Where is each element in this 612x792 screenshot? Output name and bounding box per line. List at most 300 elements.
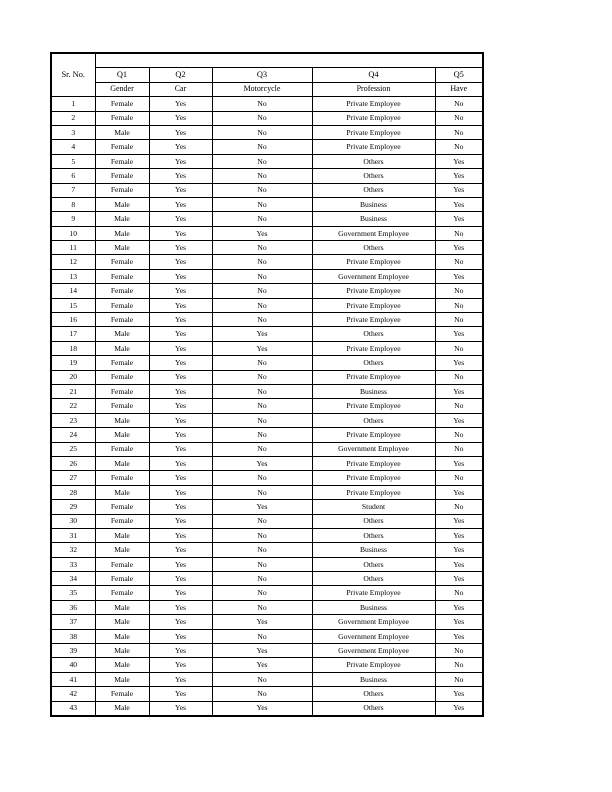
cell-motorcycle: No	[212, 557, 312, 571]
cell-gender: Male	[95, 197, 149, 211]
cell-profession: Others	[312, 687, 435, 701]
cell-car: Yes	[149, 226, 212, 240]
cell-sr-no: 5	[51, 154, 95, 168]
cell-have: Yes	[435, 356, 483, 370]
cell-sr-no: 6	[51, 169, 95, 183]
cell-car: Yes	[149, 485, 212, 499]
header-q3-code: Q3	[212, 68, 312, 82]
cell-have: Yes	[435, 212, 483, 226]
cell-car: Yes	[149, 644, 212, 658]
cell-sr-no: 11	[51, 241, 95, 255]
cell-gender: Male	[95, 672, 149, 686]
table-row	[51, 428, 483, 442]
cell-motorcycle: Yes	[212, 615, 312, 629]
table-row	[51, 442, 483, 456]
cell-gender: Male	[95, 125, 149, 139]
cell-sr-no: 32	[51, 543, 95, 557]
cell-have: No	[435, 500, 483, 514]
cell-profession: Private Employee	[312, 586, 435, 600]
cell-sr-no: 4	[51, 140, 95, 154]
cell-car: Yes	[149, 456, 212, 470]
table-row	[51, 255, 483, 269]
table-row	[51, 644, 483, 658]
table-row	[51, 370, 483, 384]
cell-car: Yes	[149, 341, 212, 355]
header-row-question-names	[51, 82, 483, 96]
cell-sr-no: 36	[51, 600, 95, 614]
cell-motorcycle: No	[212, 313, 312, 327]
survey-table-container	[50, 52, 484, 717]
cell-car: Yes	[149, 183, 212, 197]
cell-motorcycle: Yes	[212, 327, 312, 341]
cell-motorcycle: No	[212, 586, 312, 600]
cell-gender: Male	[95, 226, 149, 240]
cell-motorcycle: Yes	[212, 500, 312, 514]
header-q5-code: Q5	[435, 68, 483, 82]
cell-motorcycle: No	[212, 197, 312, 211]
cell-car: Yes	[149, 514, 212, 528]
table-row	[51, 241, 483, 255]
cell-gender: Male	[95, 413, 149, 427]
cell-gender: Female	[95, 356, 149, 370]
cell-have: Yes	[435, 485, 483, 499]
cell-sr-no: 43	[51, 701, 95, 716]
cell-motorcycle: Yes	[212, 701, 312, 716]
cell-car: Yes	[149, 241, 212, 255]
cell-profession: Others	[312, 356, 435, 370]
cell-sr-no: 40	[51, 658, 95, 672]
cell-have: Yes	[435, 543, 483, 557]
cell-have: No	[435, 471, 483, 485]
cell-have: No	[435, 255, 483, 269]
cell-have: No	[435, 313, 483, 327]
cell-profession: Others	[312, 413, 435, 427]
cell-sr-no: 9	[51, 212, 95, 226]
header-have: Have	[435, 82, 483, 96]
cell-motorcycle: No	[212, 442, 312, 456]
cell-profession: Private Employee	[312, 471, 435, 485]
cell-have: Yes	[435, 600, 483, 614]
cell-car: Yes	[149, 600, 212, 614]
cell-gender: Male	[95, 212, 149, 226]
cell-motorcycle: No	[212, 298, 312, 312]
cell-profession: Private Employee	[312, 456, 435, 470]
cell-car: Yes	[149, 658, 212, 672]
cell-profession: Government Employee	[312, 226, 435, 240]
cell-sr-no: 19	[51, 356, 95, 370]
header-blank-span	[95, 53, 483, 68]
table-row	[51, 557, 483, 571]
cell-have: Yes	[435, 456, 483, 470]
cell-motorcycle: No	[212, 154, 312, 168]
cell-gender: Male	[95, 543, 149, 557]
table-row	[51, 543, 483, 557]
header-row-title	[51, 53, 483, 68]
cell-sr-no: 17	[51, 327, 95, 341]
cell-car: Yes	[149, 428, 212, 442]
table-row	[51, 413, 483, 427]
cell-motorcycle: No	[212, 370, 312, 384]
cell-sr-no: 18	[51, 341, 95, 355]
cell-sr-no: 1	[51, 97, 95, 111]
cell-motorcycle: No	[212, 600, 312, 614]
table-row	[51, 528, 483, 542]
cell-motorcycle: Yes	[212, 644, 312, 658]
cell-motorcycle: No	[212, 140, 312, 154]
cell-gender: Female	[95, 687, 149, 701]
cell-profession: Private Employee	[312, 428, 435, 442]
cell-car: Yes	[149, 615, 212, 629]
cell-sr-no: 2	[51, 111, 95, 125]
table-row	[51, 701, 483, 716]
cell-sr-no: 12	[51, 255, 95, 269]
cell-gender: Male	[95, 701, 149, 716]
cell-gender: Female	[95, 97, 149, 111]
cell-profession: Others	[312, 528, 435, 542]
table-row	[51, 169, 483, 183]
cell-gender: Female	[95, 514, 149, 528]
cell-car: Yes	[149, 399, 212, 413]
cell-gender: Male	[95, 241, 149, 255]
cell-sr-no: 27	[51, 471, 95, 485]
header-sr-no: Sr. No.	[51, 53, 95, 97]
cell-car: Yes	[149, 212, 212, 226]
cell-car: Yes	[149, 255, 212, 269]
cell-profession: Private Employee	[312, 658, 435, 672]
cell-profession: Private Employee	[312, 97, 435, 111]
table-row	[51, 97, 483, 111]
cell-car: Yes	[149, 701, 212, 716]
cell-motorcycle: No	[212, 629, 312, 643]
cell-sr-no: 28	[51, 485, 95, 499]
cell-motorcycle: No	[212, 543, 312, 557]
cell-profession: Private Employee	[312, 140, 435, 154]
cell-have: No	[435, 125, 483, 139]
cell-have: Yes	[435, 269, 483, 283]
cell-have: Yes	[435, 169, 483, 183]
cell-have: Yes	[435, 197, 483, 211]
header-q1-code: Q1	[95, 68, 149, 82]
cell-gender: Female	[95, 471, 149, 485]
table-row	[51, 183, 483, 197]
cell-profession: Others	[312, 327, 435, 341]
table-row	[51, 615, 483, 629]
cell-motorcycle: No	[212, 241, 312, 255]
cell-gender: Male	[95, 644, 149, 658]
cell-sr-no: 14	[51, 284, 95, 298]
cell-sr-no: 25	[51, 442, 95, 456]
cell-gender: Female	[95, 442, 149, 456]
cell-sr-no: 35	[51, 586, 95, 600]
cell-gender: Male	[95, 428, 149, 442]
cell-car: Yes	[149, 687, 212, 701]
cell-car: Yes	[149, 140, 212, 154]
table-row	[51, 572, 483, 586]
cell-gender: Female	[95, 399, 149, 413]
table-row	[51, 197, 483, 211]
cell-have: Yes	[435, 384, 483, 398]
cell-sr-no: 24	[51, 428, 95, 442]
cell-car: Yes	[149, 356, 212, 370]
cell-profession: Others	[312, 169, 435, 183]
cell-profession: Private Employee	[312, 111, 435, 125]
table-row	[51, 629, 483, 643]
cell-car: Yes	[149, 111, 212, 125]
cell-profession: Private Employee	[312, 399, 435, 413]
cell-sr-no: 16	[51, 313, 95, 327]
table-row	[51, 384, 483, 398]
cell-motorcycle: No	[212, 428, 312, 442]
cell-profession: Government Employee	[312, 269, 435, 283]
header-gender: Gender	[95, 82, 149, 96]
cell-motorcycle: No	[212, 471, 312, 485]
cell-car: Yes	[149, 572, 212, 586]
cell-profession: Private Employee	[312, 313, 435, 327]
cell-sr-no: 3	[51, 125, 95, 139]
cell-sr-no: 26	[51, 456, 95, 470]
cell-profession: Private Employee	[312, 370, 435, 384]
cell-car: Yes	[149, 557, 212, 571]
cell-profession: Private Employee	[312, 485, 435, 499]
cell-motorcycle: No	[212, 284, 312, 298]
cell-profession: Private Employee	[312, 125, 435, 139]
cell-profession: Others	[312, 183, 435, 197]
table-row	[51, 313, 483, 327]
cell-gender: Female	[95, 111, 149, 125]
cell-have: Yes	[435, 701, 483, 716]
cell-have: No	[435, 428, 483, 442]
table-row	[51, 298, 483, 312]
cell-sr-no: 15	[51, 298, 95, 312]
table-row	[51, 327, 483, 341]
cell-motorcycle: Yes	[212, 341, 312, 355]
table-row	[51, 154, 483, 168]
cell-car: Yes	[149, 384, 212, 398]
cell-have: Yes	[435, 629, 483, 643]
table-row	[51, 356, 483, 370]
cell-have: Yes	[435, 557, 483, 571]
cell-car: Yes	[149, 197, 212, 211]
cell-sr-no: 30	[51, 514, 95, 528]
cell-have: No	[435, 442, 483, 456]
cell-sr-no: 22	[51, 399, 95, 413]
cell-profession: Private Employee	[312, 284, 435, 298]
table-row	[51, 341, 483, 355]
header-q4-code: Q4	[312, 68, 435, 82]
cell-motorcycle: No	[212, 672, 312, 686]
cell-gender: Female	[95, 269, 149, 283]
cell-car: Yes	[149, 586, 212, 600]
cell-profession: Government Employee	[312, 644, 435, 658]
cell-have: Yes	[435, 687, 483, 701]
cell-profession: Government Employee	[312, 615, 435, 629]
cell-car: Yes	[149, 97, 212, 111]
cell-gender: Female	[95, 557, 149, 571]
cell-gender: Male	[95, 600, 149, 614]
cell-motorcycle: Yes	[212, 658, 312, 672]
cell-car: Yes	[149, 169, 212, 183]
cell-gender: Female	[95, 313, 149, 327]
cell-sr-no: 33	[51, 557, 95, 571]
cell-sr-no: 21	[51, 384, 95, 398]
cell-car: Yes	[149, 313, 212, 327]
cell-sr-no: 31	[51, 528, 95, 542]
cell-motorcycle: No	[212, 384, 312, 398]
table-row	[51, 471, 483, 485]
cell-gender: Female	[95, 183, 149, 197]
cell-car: Yes	[149, 298, 212, 312]
cell-sr-no: 41	[51, 672, 95, 686]
table-row	[51, 586, 483, 600]
cell-gender: Male	[95, 327, 149, 341]
cell-profession: Private Employee	[312, 298, 435, 312]
table-header	[51, 53, 483, 97]
cell-car: Yes	[149, 629, 212, 643]
cell-gender: Female	[95, 586, 149, 600]
cell-profession: Business	[312, 384, 435, 398]
table-row	[51, 140, 483, 154]
cell-have: No	[435, 140, 483, 154]
cell-motorcycle: No	[212, 399, 312, 413]
cell-car: Yes	[149, 154, 212, 168]
cell-sr-no: 37	[51, 615, 95, 629]
cell-motorcycle: No	[212, 687, 312, 701]
cell-motorcycle: No	[212, 97, 312, 111]
cell-motorcycle: No	[212, 183, 312, 197]
cell-car: Yes	[149, 471, 212, 485]
cell-motorcycle: Yes	[212, 226, 312, 240]
table-row	[51, 111, 483, 125]
cell-have: No	[435, 111, 483, 125]
table-row	[51, 672, 483, 686]
cell-have: Yes	[435, 154, 483, 168]
cell-gender: Female	[95, 370, 149, 384]
survey-response-table	[50, 52, 484, 717]
cell-gender: Female	[95, 255, 149, 269]
cell-have: No	[435, 226, 483, 240]
table-row	[51, 125, 483, 139]
cell-motorcycle: No	[212, 572, 312, 586]
cell-car: Yes	[149, 672, 212, 686]
cell-motorcycle: No	[212, 485, 312, 499]
cell-gender: Male	[95, 629, 149, 643]
cell-car: Yes	[149, 543, 212, 557]
cell-gender: Male	[95, 615, 149, 629]
cell-motorcycle: Yes	[212, 456, 312, 470]
cell-gender: Male	[95, 456, 149, 470]
cell-car: Yes	[149, 500, 212, 514]
cell-profession: Business	[312, 197, 435, 211]
table-row	[51, 226, 483, 240]
cell-profession: Others	[312, 557, 435, 571]
cell-gender: Female	[95, 284, 149, 298]
cell-motorcycle: No	[212, 255, 312, 269]
table-row	[51, 212, 483, 226]
header-row-question-codes	[51, 68, 483, 82]
cell-car: Yes	[149, 125, 212, 139]
table-body	[51, 97, 483, 716]
cell-gender: Male	[95, 658, 149, 672]
cell-have: Yes	[435, 183, 483, 197]
cell-sr-no: 20	[51, 370, 95, 384]
cell-have: Yes	[435, 514, 483, 528]
cell-sr-no: 29	[51, 500, 95, 514]
cell-motorcycle: No	[212, 111, 312, 125]
cell-profession: Others	[312, 154, 435, 168]
cell-have: No	[435, 341, 483, 355]
table-row	[51, 600, 483, 614]
cell-have: No	[435, 399, 483, 413]
cell-sr-no: 7	[51, 183, 95, 197]
cell-car: Yes	[149, 370, 212, 384]
table-row	[51, 399, 483, 413]
cell-sr-no: 10	[51, 226, 95, 240]
table-row	[51, 658, 483, 672]
cell-have: Yes	[435, 615, 483, 629]
cell-have: Yes	[435, 327, 483, 341]
cell-motorcycle: No	[212, 169, 312, 183]
cell-gender: Male	[95, 528, 149, 542]
cell-profession: Others	[312, 701, 435, 716]
cell-car: Yes	[149, 528, 212, 542]
cell-have: Yes	[435, 528, 483, 542]
table-row	[51, 456, 483, 470]
cell-sr-no: 39	[51, 644, 95, 658]
cell-profession: Private Employee	[312, 341, 435, 355]
cell-gender: Female	[95, 298, 149, 312]
table-row	[51, 284, 483, 298]
cell-car: Yes	[149, 284, 212, 298]
cell-sr-no: 38	[51, 629, 95, 643]
header-car: Car	[149, 82, 212, 96]
cell-have: Yes	[435, 413, 483, 427]
cell-car: Yes	[149, 442, 212, 456]
cell-profession: Business	[312, 212, 435, 226]
header-profession: Profession	[312, 82, 435, 96]
cell-gender: Female	[95, 154, 149, 168]
table-row	[51, 500, 483, 514]
cell-have: No	[435, 97, 483, 111]
cell-have: No	[435, 370, 483, 384]
cell-sr-no: 42	[51, 687, 95, 701]
table-row	[51, 485, 483, 499]
cell-profession: Others	[312, 514, 435, 528]
cell-motorcycle: No	[212, 514, 312, 528]
cell-sr-no: 13	[51, 269, 95, 283]
cell-have: Yes	[435, 241, 483, 255]
cell-motorcycle: No	[212, 356, 312, 370]
cell-gender: Male	[95, 341, 149, 355]
cell-sr-no: 34	[51, 572, 95, 586]
table-row	[51, 269, 483, 283]
cell-profession: Others	[312, 241, 435, 255]
cell-car: Yes	[149, 269, 212, 283]
header-motorcycle: Motorcycle	[212, 82, 312, 96]
cell-sr-no: 8	[51, 197, 95, 211]
cell-profession: Private Employee	[312, 255, 435, 269]
cell-profession: Student	[312, 500, 435, 514]
cell-gender: Female	[95, 572, 149, 586]
cell-gender: Female	[95, 140, 149, 154]
cell-gender: Female	[95, 384, 149, 398]
cell-profession: Business	[312, 600, 435, 614]
cell-profession: Business	[312, 543, 435, 557]
cell-profession: Business	[312, 672, 435, 686]
cell-gender: Female	[95, 500, 149, 514]
cell-have: No	[435, 672, 483, 686]
cell-car: Yes	[149, 327, 212, 341]
cell-gender: Female	[95, 169, 149, 183]
